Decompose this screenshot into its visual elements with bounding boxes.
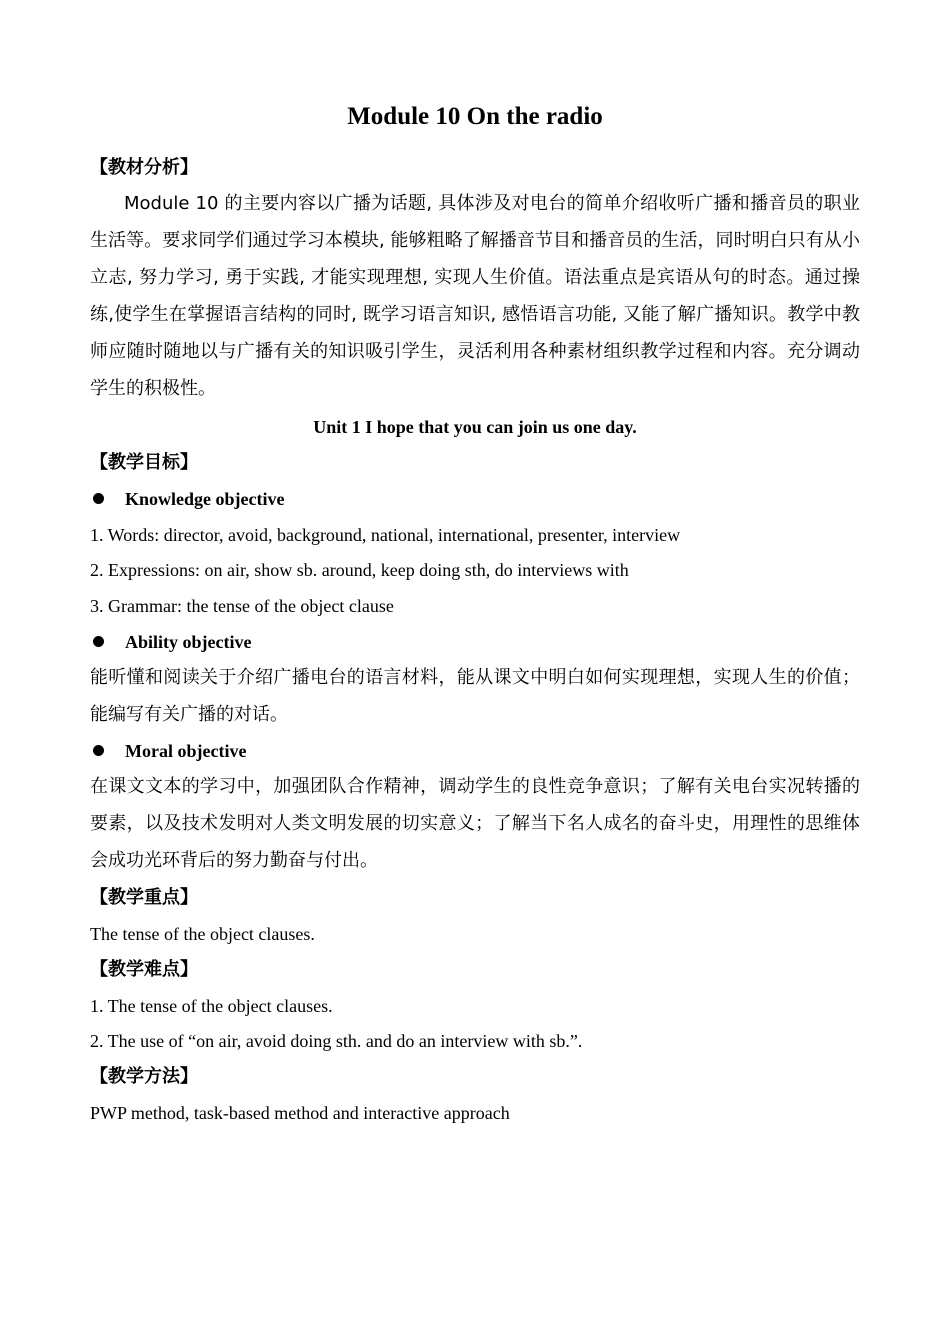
bullet-dot-icon: [93, 493, 104, 504]
heading-difficulties: 【教学难点】: [90, 959, 198, 980]
unit-title: Unit 1 I hope that you can join us one day.: [313, 417, 637, 437]
page-title: Module 10 On the radio: [347, 103, 603, 130]
bullet-dot-icon: [93, 745, 104, 756]
key-points-text: The tense of the object clauses.: [90, 924, 315, 944]
knowledge-objective-label: Knowledge objective: [90, 486, 284, 512]
heading-methods: 【教学方法】: [90, 1066, 198, 1087]
bullet-dot-icon: [93, 636, 104, 647]
knowledge-item-words: 1. Words: director, avoid, background, national, international, presenter, interview: [90, 525, 681, 545]
knowledge-item-grammar: 3. Grammar: the tense of the object clause: [90, 596, 394, 616]
moral-objective-label: Moral objective: [90, 738, 246, 764]
difficulty-item-2: 2. The use of “on air, avoid doing sth. and do an interview with sb.”.: [90, 1031, 583, 1051]
methods-text: PWP method, task-based method and interactive approach: [90, 1103, 510, 1123]
heading-textbook-analysis: 【教材分析】: [90, 157, 198, 178]
textbook-analysis-paragraph: Module 10 的主要内容以广播为话题, 具体涉及对电台的简单介绍收听广播和播音员的职业生活等。要求同学们通过学习本模块, 能够粗略了解播音节目和播音员的生活，同时明白只有从小立志, 努力学习, 勇于实践, 才能实现理想, 实现人生价值。语法重点是宾语从句的时态。通过操练,使学生在掌握语言结构的同时, 既学习语言知识, 感悟语言功能, 又能了解广播知识。教学中教师应随时随地以与广播有关的知识吸引学生，灵活利用各种素材组织教学过程和内容。充分调动学生的积极性。: [90, 193, 860, 399]
moral-objective-paragraph: 在课文文本的学习中，加强团队合作精神，调动学生的良性竞争意识；了解有关电台实况转播的要素，以及技术发明对人类文明发展的切实意义；了解当下名人成名的奋斗史，用理性的思维体会成功光环背后的努力勤奋与付出。: [90, 776, 860, 871]
difficulty-item-1: 1. The tense of the object clauses.: [90, 996, 333, 1016]
ability-objective-label: Ability objective: [90, 629, 251, 655]
knowledge-item-expressions: 2. Expressions: on air, show sb. around, keep doing sth, do interviews with: [90, 560, 629, 580]
heading-key-points: 【教学重点】: [90, 887, 198, 908]
ability-objective-paragraph: 能听懂和阅读关于介绍广播电台的语言材料，能从课文中明白如何实现理想，实现人生的价值；能编写有关广播的对话。: [90, 667, 860, 725]
heading-objectives: 【教学目标】: [90, 452, 198, 473]
